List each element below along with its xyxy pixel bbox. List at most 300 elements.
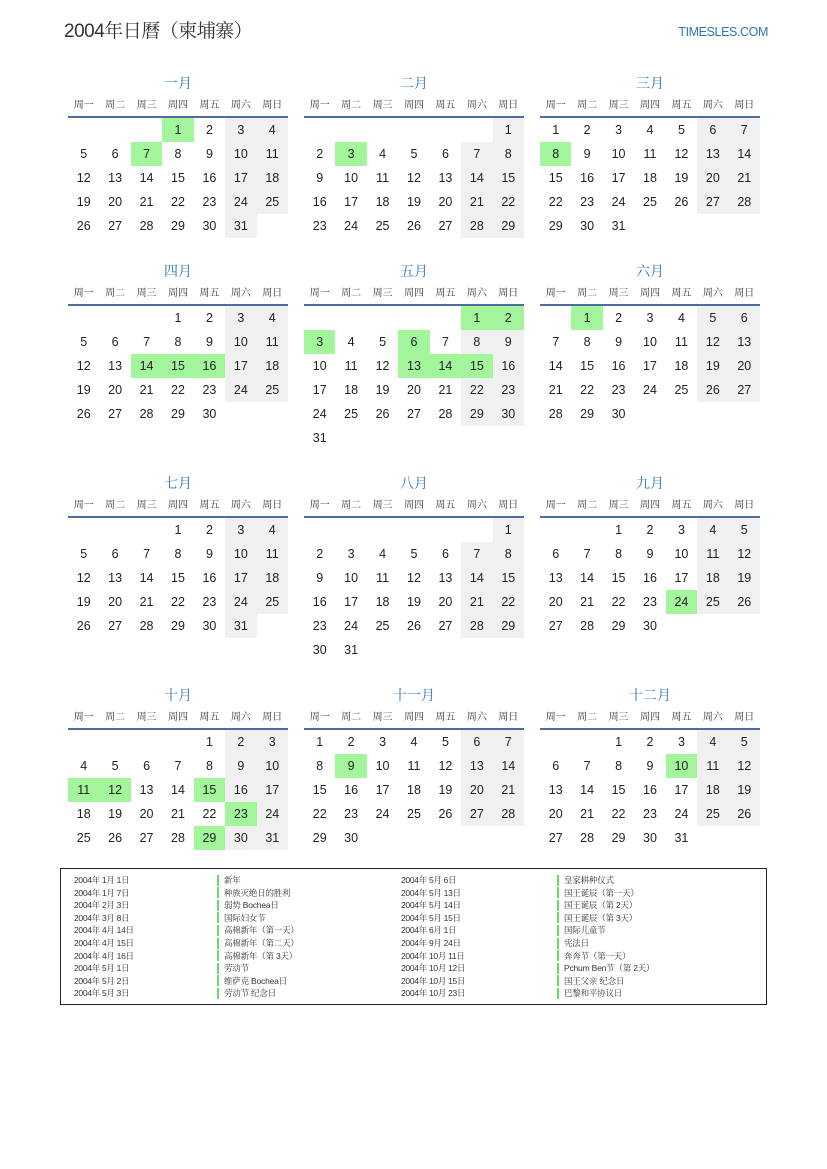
week-row (304, 638, 524, 662)
empty-day-cell (571, 518, 602, 542)
day-cell: 16 (643, 571, 657, 585)
day-cell: 3 (646, 311, 654, 325)
day-cell: 14 (580, 571, 595, 585)
day-cell: 18 (697, 778, 728, 802)
day-cell: 30 (312, 643, 327, 657)
week-row (540, 214, 760, 238)
day-cell: 28 (461, 214, 492, 238)
weekday-header (68, 495, 288, 518)
day-cell: 15 (312, 783, 327, 797)
day-cell: 24 (375, 807, 390, 821)
weekday-label: 周二 (341, 500, 362, 511)
weekday-label: 周五 (671, 500, 692, 511)
weekday-label: 周四 (403, 288, 424, 299)
legend-date: 2004年 4月 16日 (74, 950, 134, 961)
holiday-day-cell: 15 (194, 778, 225, 802)
holiday-day-cell: 13 (398, 354, 429, 378)
day-cell: 20 (697, 166, 728, 190)
day-cell: 21 (580, 807, 595, 821)
day-cell: 14 (580, 783, 595, 797)
empty-day-cell (697, 214, 728, 238)
day-cell: 5 (729, 518, 760, 542)
week-row (304, 402, 524, 426)
week-row (68, 402, 288, 426)
day-cell: 4 (379, 547, 387, 561)
weekday-label: 周一 (73, 288, 94, 299)
weekday-label: 周日 (734, 100, 755, 111)
empty-day-cell (493, 826, 524, 850)
day-cell: 26 (76, 407, 91, 421)
day-cell: 8 (493, 542, 524, 566)
day-cell: 17 (674, 571, 689, 585)
empty-day-cell (398, 306, 429, 330)
day-cell: 9 (646, 759, 654, 773)
weekday-label: 周二 (577, 288, 598, 299)
day-cell: 10 (257, 754, 288, 778)
month-row (68, 684, 760, 850)
day-cell: 18 (344, 383, 359, 397)
month-block (304, 72, 524, 238)
empty-day-cell (335, 426, 366, 450)
weekday-label: 周日 (262, 288, 283, 299)
legend-item (401, 912, 654, 925)
day-cell: 8 (205, 759, 213, 773)
day-cell: 25 (674, 383, 689, 397)
day-cell: 25 (697, 802, 728, 826)
holiday-day-cell: 7 (131, 142, 162, 166)
month-block (68, 684, 288, 850)
day-cell: 14 (139, 571, 154, 585)
day-cell: 31 (611, 219, 626, 233)
holiday-day-cell: 11 (68, 778, 99, 802)
day-cell: 10 (643, 335, 657, 349)
day-cell: 16 (643, 783, 657, 797)
legend-holiday-name: 维萨克 Bochea日 (224, 975, 287, 986)
day-cell: 2 (205, 123, 213, 137)
day-cell: 8 (615, 547, 623, 561)
month-row (68, 72, 760, 238)
empty-day-cell (634, 214, 665, 238)
day-cell: 18 (76, 807, 91, 821)
day-cell: 1 (174, 523, 182, 537)
holiday-legend-columns (74, 874, 654, 999)
day-cell: 21 (580, 595, 595, 609)
day-cell: 30 (344, 831, 359, 845)
week-row (540, 402, 760, 426)
month-title: 二月 (400, 75, 428, 91)
day-cell: 17 (674, 783, 689, 797)
month-title: 七月 (164, 475, 192, 491)
weekday-label: 周四 (639, 288, 660, 299)
legend-holiday-name: 国际儿童节 (564, 925, 606, 936)
day-cell: 29 (171, 619, 185, 633)
day-cell: 14 (461, 566, 492, 590)
day-cell: 28 (580, 831, 595, 845)
legend-date: 2004年 1月 1日 (74, 875, 130, 886)
month-block (68, 260, 288, 426)
legend-item (401, 949, 654, 962)
legend-marker (557, 900, 559, 911)
weekday-label: 周五 (435, 712, 456, 723)
day-cell: 1 (493, 118, 524, 142)
weekday-label: 周五 (435, 500, 456, 511)
holiday-day-cell: 3 (335, 142, 366, 166)
day-cell: 19 (407, 195, 421, 209)
legend-marker (217, 950, 219, 961)
legend-item (401, 987, 654, 1000)
day-cell: 11 (376, 571, 390, 585)
day-cell: 17 (611, 171, 626, 185)
day-cell: 22 (171, 383, 185, 397)
legend-column (74, 874, 401, 999)
week-row (304, 542, 524, 566)
day-cell: 27 (548, 619, 563, 633)
week-row (540, 778, 760, 802)
day-cell: 26 (438, 807, 453, 821)
day-cell: 28 (171, 831, 185, 845)
week-row (68, 378, 288, 402)
week-row (304, 426, 524, 450)
day-cell: 27 (729, 378, 760, 402)
empty-day-cell (367, 826, 398, 850)
day-cell: 9 (583, 147, 591, 161)
month-block (540, 72, 760, 238)
weekday-header (304, 95, 524, 118)
day-cell: 26 (76, 219, 91, 233)
day-cell: 31 (225, 614, 256, 638)
day-cell: 28 (139, 619, 154, 633)
day-cell: 19 (729, 778, 760, 802)
weekday-label: 周三 (136, 712, 157, 723)
day-cell: 27 (407, 407, 421, 421)
empty-day-cell (540, 730, 571, 754)
day-cell: 17 (344, 595, 359, 609)
legend-column (401, 874, 654, 999)
empty-day-cell (461, 518, 492, 542)
day-cell: 18 (407, 783, 421, 797)
day-cell: 5 (111, 759, 119, 773)
day-cell: 3 (347, 547, 355, 561)
empty-day-cell (257, 402, 288, 426)
legend-date: 2004年 10月 12日 (401, 963, 466, 974)
day-cell: 7 (552, 335, 560, 349)
legend-marker (557, 938, 559, 949)
week-row (540, 802, 760, 826)
weekday-header (68, 95, 288, 118)
empty-day-cell (430, 306, 461, 330)
day-cell: 3 (677, 523, 685, 537)
day-cell: 8 (316, 759, 324, 773)
holiday-day-cell: 1 (461, 306, 492, 330)
day-cell: 22 (493, 590, 524, 614)
weekday-label: 周五 (435, 100, 456, 111)
day-cell: 19 (407, 595, 421, 609)
week-row (304, 166, 524, 190)
day-cell: 17 (257, 778, 288, 802)
week-row (68, 730, 288, 754)
site-brand[interactable]: TIMESLES.COM (678, 25, 768, 39)
day-cell: 6 (441, 547, 449, 561)
empty-day-cell (493, 638, 524, 662)
day-cell: 19 (375, 383, 390, 397)
day-cell: 10 (344, 571, 359, 585)
month-title: 一月 (164, 75, 192, 91)
day-cell: 3 (225, 518, 256, 542)
empty-day-cell (697, 614, 728, 638)
day-cell: 13 (139, 783, 154, 797)
day-cell: 16 (493, 354, 524, 378)
empty-day-cell (398, 638, 429, 662)
day-cell: 25 (407, 807, 421, 821)
empty-day-cell (666, 402, 697, 426)
day-cell: 27 (108, 407, 123, 421)
day-cell: 18 (257, 166, 288, 190)
day-cell: 1 (552, 123, 560, 137)
week-row (540, 614, 760, 638)
day-cell: 9 (205, 147, 213, 161)
empty-day-cell (367, 118, 398, 142)
week-row (304, 378, 524, 402)
day-cell: 5 (80, 335, 88, 349)
empty-day-cell (430, 426, 461, 450)
day-cell: 15 (611, 783, 626, 797)
day-cell: 23 (580, 195, 595, 209)
day-cell: 25 (643, 195, 657, 209)
day-cell: 9 (493, 330, 524, 354)
weekday-label: 周日 (262, 100, 283, 111)
day-cell: 10 (225, 330, 256, 354)
day-cell: 6 (111, 547, 119, 561)
day-cell: 26 (375, 407, 390, 421)
legend-date: 2004年 5月 13日 (401, 887, 461, 898)
day-cell: 21 (171, 807, 185, 821)
day-cell: 25 (697, 590, 728, 614)
month-title: 六月 (636, 263, 664, 279)
day-cell: 25 (375, 219, 390, 233)
day-cell: 21 (139, 195, 154, 209)
day-cell: 8 (174, 335, 182, 349)
weekday-label: 周二 (577, 712, 598, 723)
empty-day-cell (367, 638, 398, 662)
legend-holiday-name: 奔奔节（第一天） (564, 950, 631, 961)
week-row (304, 306, 524, 330)
day-cell: 3 (225, 118, 256, 142)
empty-day-cell (666, 614, 697, 638)
day-cell: 25 (344, 407, 359, 421)
legend-holiday-name: 国王诞辰（第 3天） (564, 912, 638, 923)
day-cell: 25 (257, 378, 288, 402)
legend-marker (217, 975, 219, 986)
day-cell: 18 (375, 595, 390, 609)
day-cell: 4 (257, 518, 288, 542)
week-row (304, 518, 524, 542)
week-row (304, 330, 524, 354)
day-cell: 13 (548, 571, 563, 585)
weekday-label: 周一 (73, 712, 94, 723)
day-cell: 15 (580, 359, 595, 373)
empty-day-cell (430, 118, 461, 142)
legend-holiday-name: 弱势 Bochea日 (224, 900, 279, 911)
empty-day-cell (257, 614, 288, 638)
weekday-label: 周六 (466, 100, 487, 111)
day-cell: 24 (257, 802, 288, 826)
day-cell: 11 (257, 542, 288, 566)
holiday-day-cell: 29 (194, 826, 225, 850)
weekday-label: 周三 (372, 712, 393, 723)
legend-marker (217, 925, 219, 936)
empty-day-cell (99, 730, 130, 754)
day-cell: 31 (312, 431, 327, 445)
day-cell: 18 (375, 195, 390, 209)
day-cell: 12 (438, 759, 453, 773)
day-cell: 9 (205, 335, 213, 349)
day-cell: 29 (171, 219, 185, 233)
legend-date: 2004年 5月 1日 (74, 963, 130, 974)
day-cell: 21 (493, 778, 524, 802)
day-cell: 25 (375, 619, 390, 633)
weekday-label: 周日 (734, 712, 755, 723)
day-cell: 11 (674, 335, 688, 349)
legend-date: 2004年 10月 23日 (401, 988, 466, 999)
day-cell: 27 (461, 802, 492, 826)
day-cell: 22 (548, 195, 563, 209)
day-cell: 6 (111, 335, 119, 349)
day-cell: 11 (697, 754, 728, 778)
day-cell: 14 (171, 783, 185, 797)
day-cell: 6 (461, 730, 492, 754)
week-row (68, 614, 288, 638)
day-cell: 7 (441, 335, 449, 349)
day-cell: 13 (438, 571, 453, 585)
weekday-label: 周三 (136, 100, 157, 111)
legend-date: 2004年 5月 6日 (401, 875, 457, 886)
month-row (68, 260, 760, 450)
holiday-day-cell: 15 (461, 354, 492, 378)
holiday-day-cell: 15 (162, 354, 193, 378)
empty-day-cell (367, 426, 398, 450)
week-row (68, 166, 288, 190)
weekday-label: 周日 (498, 288, 519, 299)
day-cell: 2 (615, 311, 623, 325)
day-cell: 30 (643, 619, 657, 633)
weekday-label: 周二 (341, 288, 362, 299)
empty-day-cell (131, 306, 162, 330)
weekday-label: 周三 (608, 500, 629, 511)
day-cell: 28 (461, 614, 492, 638)
day-cell: 13 (697, 142, 728, 166)
weekday-header (304, 707, 524, 730)
legend-holiday-name: 高棉新年（第 3天） (224, 950, 298, 961)
weekday-label: 周四 (167, 288, 188, 299)
empty-day-cell (99, 518, 130, 542)
day-cell: 26 (407, 619, 421, 633)
legend-date: 2004年 5月 3日 (74, 988, 130, 999)
day-cell: 24 (225, 590, 256, 614)
day-cell: 27 (697, 190, 728, 214)
week-row (540, 190, 760, 214)
legend-marker (217, 912, 219, 923)
day-cell: 4 (697, 518, 728, 542)
week-row (68, 754, 288, 778)
day-cell: 10 (225, 542, 256, 566)
weekday-label: 周三 (372, 500, 393, 511)
day-cell: 13 (438, 171, 453, 185)
weekday-label: 周四 (639, 100, 660, 111)
day-cell: 18 (257, 566, 288, 590)
day-cell: 4 (257, 306, 288, 330)
day-cell: 16 (580, 171, 595, 185)
day-cell: 1 (493, 518, 524, 542)
day-cell: 4 (347, 335, 355, 349)
holiday-day-cell: 23 (225, 802, 256, 826)
month-block (304, 472, 524, 662)
legend-date: 2004年 9月 24日 (401, 938, 461, 948)
month-title: 十二月 (629, 687, 671, 703)
month-title: 十一月 (393, 687, 435, 703)
day-cell: 11 (344, 359, 358, 373)
day-cell: 1 (174, 311, 182, 325)
weekday-label: 周六 (230, 288, 251, 299)
weekday-header (68, 283, 288, 306)
legend-item (401, 874, 654, 887)
day-cell: 17 (225, 354, 256, 378)
weekday-label: 周三 (136, 288, 157, 299)
day-cell: 27 (438, 219, 453, 233)
legend-date: 2004年 2月 3日 (74, 900, 130, 911)
weekday-header (540, 495, 760, 518)
legend-date: 2004年 5月 15日 (401, 912, 461, 923)
day-cell: 27 (108, 619, 123, 633)
week-row (68, 566, 288, 590)
empty-day-cell (398, 118, 429, 142)
empty-day-cell (304, 518, 335, 542)
day-cell: 12 (729, 542, 760, 566)
empty-day-cell (131, 118, 162, 142)
day-cell: 20 (108, 383, 123, 397)
legend-holiday-name: 国王诞辰（第一天） (564, 887, 639, 898)
weekday-label: 周六 (230, 100, 251, 111)
day-cell: 9 (316, 571, 324, 585)
week-row (540, 306, 760, 330)
day-cell: 22 (611, 595, 626, 609)
day-cell: 8 (174, 147, 182, 161)
day-cell: 24 (225, 378, 256, 402)
holiday-day-cell: 14 (430, 354, 461, 378)
empty-day-cell (461, 426, 492, 450)
day-cell: 31 (674, 831, 689, 845)
empty-day-cell (571, 730, 602, 754)
empty-day-cell (666, 214, 697, 238)
holiday-day-cell: 16 (194, 354, 225, 378)
day-cell: 22 (493, 190, 524, 214)
day-cell: 31 (344, 643, 359, 657)
week-row (68, 542, 288, 566)
day-cell: 27 (438, 619, 453, 633)
day-cell: 2 (583, 123, 591, 137)
month-block (540, 260, 760, 426)
weekday-label: 周五 (199, 712, 220, 723)
day-cell: 11 (257, 142, 288, 166)
weekday-label: 周日 (262, 712, 283, 723)
weekday-label: 周一 (545, 100, 566, 111)
week-row (68, 518, 288, 542)
day-cell: 13 (108, 171, 123, 185)
day-cell: 28 (729, 190, 760, 214)
day-cell: 15 (171, 571, 185, 585)
month-title: 十月 (164, 687, 192, 703)
day-cell: 7 (461, 142, 492, 166)
empty-day-cell (99, 306, 130, 330)
